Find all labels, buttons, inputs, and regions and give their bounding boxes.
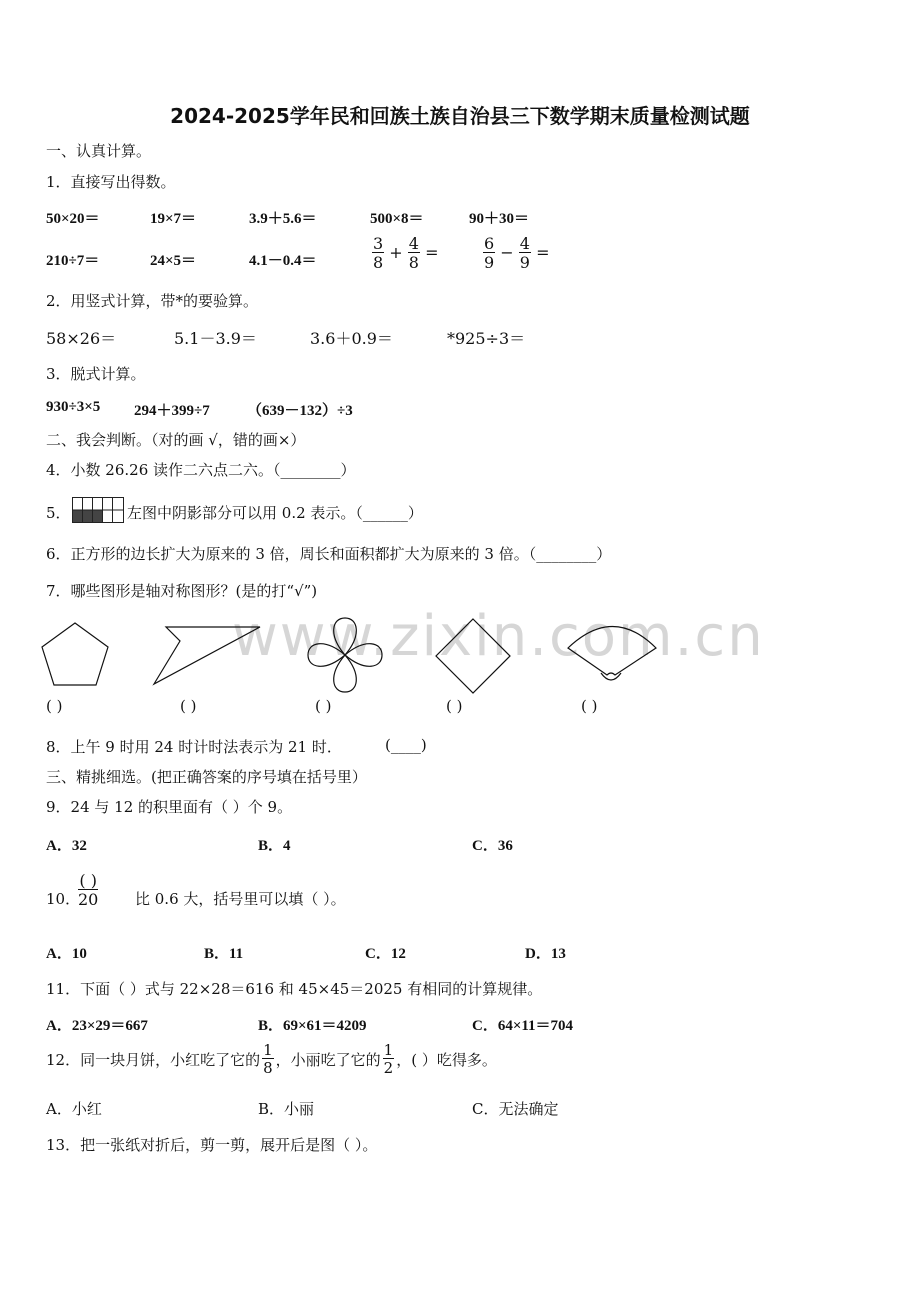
q9-option-a[interactable]: A．32 [46, 838, 87, 854]
q7-answer-paren[interactable]: ( ) [581, 697, 598, 715]
q2-item: 3.6＋0.9＝ [310, 329, 393, 348]
section-1-heading: 一、认真计算。 [46, 142, 152, 160]
q9-text: 9．24 与 12 的积里面有（ ）个 9。 [46, 798, 293, 816]
q9-option-c[interactable]: C．36 [472, 838, 513, 854]
q5-number: 5． [46, 504, 71, 522]
q3-item: 930÷3×5 [46, 399, 101, 415]
four-leaf-flower-shape [304, 615, 386, 695]
q7-answer-paren[interactable]: ( ) [446, 697, 463, 715]
q1-item: 210÷7＝ [46, 253, 100, 269]
fraction: $\frac{6}{9}$ [484, 234, 495, 272]
q1-item: 3.9＋5.6＝ [249, 211, 317, 227]
q12-option-c[interactable]: C．无法确定 [472, 1100, 559, 1118]
q5-text: 左图中阴影部分可以用 0.2 表示。（______） [127, 504, 423, 522]
q2-item: 5.1－3.9＝ [174, 329, 257, 348]
q11-text: 11．下面（ ）式与 22×28＝616 和 45×45＝2025 有相同的计算规律。 [46, 980, 543, 998]
q12-option-a[interactable]: A．小红 [46, 1100, 102, 1118]
q1-item: 90＋30＝ [469, 211, 530, 227]
q4-text: 4．小数 26.26 读作二六点二六。（________） [46, 461, 356, 479]
q10-fraction: $\frac{( )}{20}$ [78, 871, 99, 909]
diamond-square-shape [433, 615, 515, 697]
q10-option-c[interactable]: C．12 [365, 946, 406, 962]
fan-shape [565, 615, 661, 687]
section-2-heading: 二、我会判断。（对的画 √，错的画×） [46, 431, 306, 449]
q7-answer-paren[interactable]: ( ) [180, 697, 197, 715]
pentagon-shape [36, 617, 116, 692]
q10-text: 比 0.6 大，括号里可以填（ ）。 [135, 890, 346, 908]
q11-option-a[interactable]: A．23×29＝667 [46, 1018, 148, 1034]
q7-answer-paren[interactable]: ( ) [46, 697, 63, 715]
q12-option-b[interactable]: B．小丽 [258, 1100, 315, 1118]
q1-item: 4.1－0.4＝ [249, 253, 317, 269]
q6-text: 6．正方形的边长扩大为原来的 3 倍，周长和面积都扩大为原来的 3 倍。（________） [46, 545, 612, 563]
q8-text: 8．上午 9 时用 24 时计时法表示为 21 时． [46, 738, 342, 756]
q10-option-b[interactable]: B．11 [204, 946, 244, 962]
q7-label: 7．哪些图形是轴对称图形？(是的打“√”) [46, 582, 318, 600]
q1-fraction-expression-1: $\frac{3}{8}$ + $\frac{4}{8}$ = [373, 234, 439, 272]
q3-label: 3．脱式计算。 [46, 365, 146, 383]
q2-item: 58×26＝ [46, 329, 117, 348]
q11-option-b[interactable]: B．69×61＝4209 [258, 1018, 367, 1034]
q1-item: 500×8＝ [370, 211, 424, 227]
page-title: 2024-2025学年民和回族土族自治县三下数学期末质量检测试题 [170, 104, 750, 128]
fraction: $\frac{3}{8}$ [373, 234, 384, 272]
q8-blank[interactable]: (____) [385, 736, 427, 754]
q1-label: 1．直接写出得数。 [46, 173, 176, 191]
q13-text: 13．把一张纸对折后，剪一剪，展开后是图（ ）。 [46, 1136, 378, 1154]
watermark: www.zixin.com.cn [232, 604, 765, 669]
q2-label: 2．用竖式计算，带*的要验算。 [46, 292, 259, 310]
decimal-grid-figure [72, 497, 124, 523]
q10-number: 10． [46, 890, 81, 908]
q1-item: 50×20＝ [46, 211, 100, 227]
q2-item: *925÷3＝ [447, 329, 526, 348]
q3-item: （639－132）÷3 [247, 403, 353, 419]
q1-item: 19×7＝ [150, 211, 197, 227]
q1-item: 24×5＝ [150, 253, 197, 269]
q12-text: 12．同一块月饼，小红吃了它的 $\frac{1}{8}$ ，小丽吃了它的 $\frac{1}{2}$ ，( ）吃得多。 [46, 1041, 497, 1077]
q3-item: 294＋399÷7 [134, 403, 210, 419]
q10-option-d[interactable]: D．13 [525, 946, 566, 962]
triangle-shape [148, 620, 266, 690]
q7-answer-paren[interactable]: ( ) [315, 697, 332, 715]
section-3-heading: 三、精挑细选。(把正确答案的序号填在括号里） [46, 768, 367, 786]
q11-option-c[interactable]: C．64×11＝704 [472, 1018, 574, 1034]
q10-option-a[interactable]: A．10 [46, 946, 87, 962]
fraction: $\frac{4}{9}$ [519, 234, 530, 272]
q9-option-b[interactable]: B．4 [258, 838, 291, 854]
fraction: $\frac{4}{8}$ [408, 234, 419, 272]
q1-fraction-expression-2: $\frac{6}{9}$ − $\frac{4}{9}$ = [484, 234, 550, 272]
